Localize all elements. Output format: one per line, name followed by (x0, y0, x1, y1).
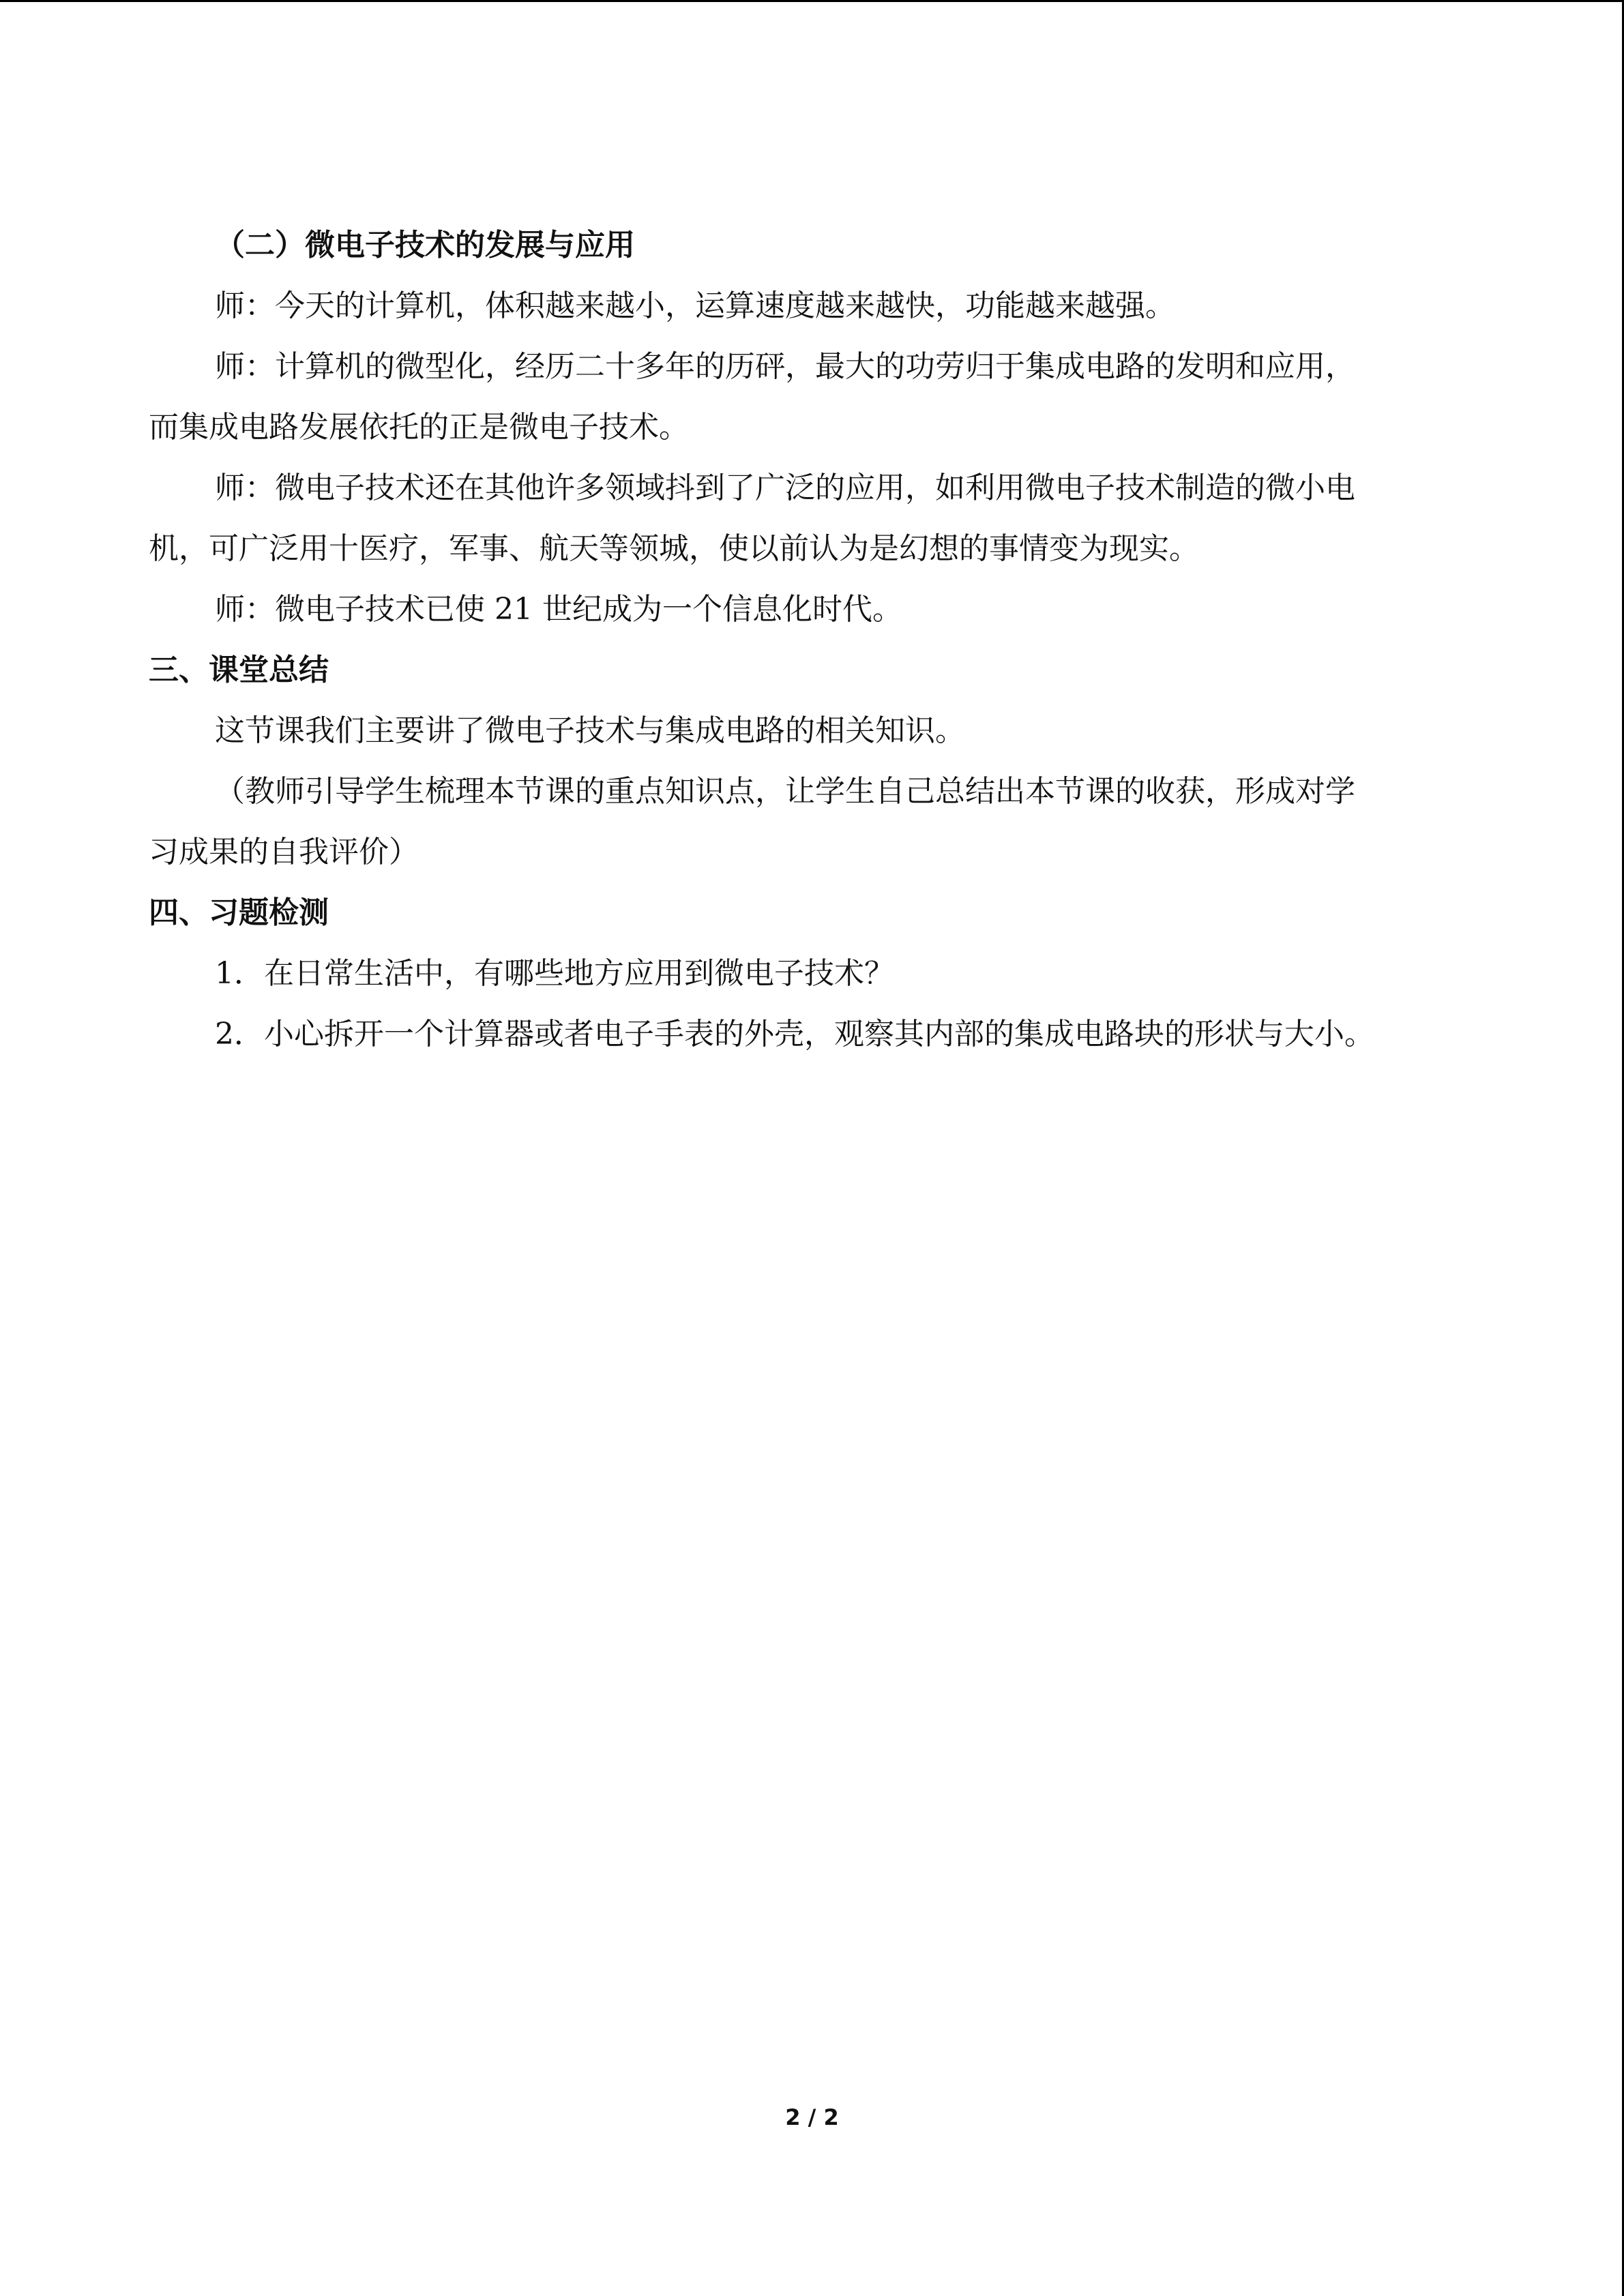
section-heading-4: 四、习题检测 (149, 895, 329, 930)
paragraph-line: （教师引导学生梳理本节课的重点知识点，让学生自己总结出本节课的收获，形成对学 (215, 774, 1355, 809)
document-body (149, 215, 1458, 1064)
paragraph-line: 机，可广泛用十医疗，军事、航天等领城，使以前认为是幻想的事情变为现实。 (149, 531, 1199, 566)
exercise-item: 2．小心拆开一个计算器或者电子手表的外壳，观察其内部的集成电路块的形状与大小。 (215, 1017, 1374, 1052)
page-number: 2 / 2 (785, 2104, 839, 2130)
paragraph-line: 而集成电路发展依托的正是微电子技术。 (149, 410, 689, 445)
paragraph-line: 师：计算机的微型化，经历二十多年的历砰，最大的功劳归于集成电路的发明和应用， (215, 349, 1355, 384)
paragraph-line: 师：微电子技术还在其他许多领域抖到了广泛的应用，如利用微电子技术制造的微小电 (215, 471, 1355, 505)
section-heading-2: （二）微电子技术的发展与应用 (215, 228, 635, 263)
paragraph (149, 458, 1458, 579)
paragraph: 师：微电子技术已使 21 世纪成为一个信息化时代。 (215, 592, 902, 627)
paragraph-line: 习成果的自我评价） (149, 835, 419, 869)
exercise-item: 1．在日常生活中，有哪些地方应用到微电子技术？ (215, 956, 894, 991)
paragraph (149, 761, 1458, 882)
section-heading-3: 三、课堂总结 (149, 653, 329, 687)
paragraph: 师：今天的计算机，体积越来越小，运算速度越来越快，功能越来越强。 (215, 288, 1175, 323)
paragraph: 这节课我们主要讲了微电子技术与集成电路的相关知识。 (215, 713, 965, 748)
paragraph (149, 336, 1458, 458)
